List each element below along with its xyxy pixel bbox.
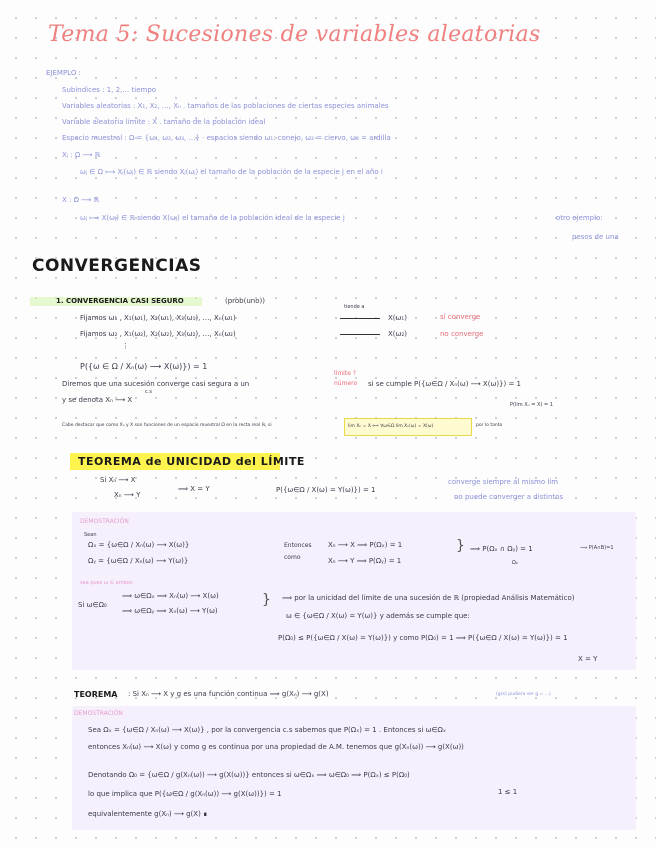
demo1-omega0: Ω₀ xyxy=(512,560,518,566)
convergencia-cs-label: 1. CONVERGENCIA CASI SEGURO xyxy=(56,297,184,305)
side-note-1: otro ejemplo: xyxy=(556,214,603,222)
demo1-ent-1: Xₙ ⟶ X ⟹ P(Ωₓ) = 1 xyxy=(328,541,403,549)
convergencia-cs-paren: (prob(uno)) xyxy=(225,297,265,305)
teorema2-label: TEOREMA xyxy=(74,690,118,699)
demo2-line-4: lo que implica que P({ω∈Ω / g(Xₙ(ω)) ⟶ g(X(ω))}) = 1 xyxy=(88,790,282,798)
demo1-small: ⟹ P(A∩B)=1 xyxy=(580,545,614,551)
cs-label: c.s xyxy=(145,389,152,395)
unicidad-note-2: no puede converger a distintos xyxy=(454,493,564,501)
row2-left: Fijamos ω₂ , X₁(ω₂), X₂(ω₂), X₃(ω₂), …, Xₙ(ω₂) xyxy=(80,330,236,338)
ejemplo-label: EJEMPLO : xyxy=(46,69,81,77)
demo1-prob-ineq: P(Ω₀) ≤ P({ω∈Ω / X(ω) = Y(ω)}) y como P(Ω₀) = 1 ⟹ P({ω∈Ω / X(ω) = Y(ω)}) = 1 xyxy=(278,634,568,642)
unicidad-implies: ⟹ X = Y xyxy=(178,485,210,493)
demo2-line-5: equivalentemente g(Xₙ) ⟶ g(X) ∎ xyxy=(88,810,208,818)
demo1-sean: Sean xyxy=(84,532,97,538)
row1-arrow-label: tiende a xyxy=(344,304,365,310)
demo2-label: DEMOSTRACIÓN xyxy=(74,710,123,717)
intro-line-3: Variable aleatoria límite : X . tamaño de la población ideal xyxy=(62,118,266,126)
demo1-omega-y: Ωᵧ = {ω∈Ω / Xₙ(ω) ⟶ Y(ω)} xyxy=(88,557,189,565)
destacar-end: por lo tanto xyxy=(476,423,503,428)
unicidad-prob: P({ω∈Ω / X(ω) = Y(ω)}) = 1 xyxy=(276,486,376,494)
destacar-box xyxy=(344,418,472,436)
intro-line-7: X : Ω ⟶ ℝ xyxy=(62,196,99,204)
demo1-omega-x: Ωₓ = {ω∈Ω / Xₙ(ω) ⟶ X(ω)} xyxy=(88,541,190,549)
section-heading-convergencias: CONVERGENCIAS xyxy=(32,256,202,276)
intro-line-1: Subíndices : 1, 2,… tiempo xyxy=(62,86,157,94)
row1-left: Fijamos ω₁ , X₁(ω₁), X₂(ω₁), X₃(ω₁), …, Xₙ(ω₁) xyxy=(80,314,236,322)
demo1-xcsy: X = Y xyxy=(578,655,598,663)
demo1-si: Si ω∈Ω₀ xyxy=(78,601,107,609)
demo2-line-3: Denotando Ω₀ = {ω∈Ω / g(Xₙ(ω)) ⟶ g(X(ω))} entonces si ω∈Ωₓ ⟹ ω∈Ω₀ ⟹ P(Ωₓ) ≤ P(Ω₀) xyxy=(88,771,410,779)
teorema2-side: (g(x) pudiera ser g = ...) xyxy=(496,692,551,697)
limite-note-2: número xyxy=(334,380,358,387)
demo1-line-b: ⟹ ω∈Ωᵧ ⟹ Xₙ(ω) ⟶ Y(ω) xyxy=(122,607,218,615)
demo1-label: DEMOSTRACIÓN xyxy=(80,518,129,525)
demo2-line-4-right: 1 ≤ 1 xyxy=(498,788,518,796)
demo1-entonces: Entonces xyxy=(284,542,312,549)
demo1-como: como xyxy=(284,554,301,561)
teorema2-text: : Si Xₙ ⟶ X y g es una función continua ⟹ g(Xₙ) ⟶ g(X) xyxy=(128,690,329,698)
destacar-text: Cabe destacar que como Xₙ y X son funciones de un espacio muestral Ω en la recta real ℝ, si xyxy=(62,423,272,428)
row2-note: no converge xyxy=(440,330,484,338)
row1-arrow xyxy=(340,318,380,319)
intro-line-5: Xⱼ : Ω ⟶ ℝ xyxy=(62,151,101,159)
demo2-line-2: entonces Xₙ(ω) ⟶ X(ω) y como g es continua por una propiedad de A.M. tenemos que g(Xₙ(ω)) ⟶ g(X(ω)) xyxy=(88,743,464,751)
side-note-2: pesos de una xyxy=(572,233,619,241)
diremos-text-b: si se cumple P({ω∈Ω / Xₙ(ω) ⟶ X(ω)}) = 1 xyxy=(368,380,522,388)
denota-text: y se denota Xₙ ⟶ X xyxy=(62,396,133,404)
vertical-dots: ⋮ xyxy=(122,342,129,350)
demo1-line-a: ⟹ ω∈Ωₓ ⟹ Xₙ(ω) ⟶ X(ω) xyxy=(122,592,219,600)
prob-equation: P({ω ∈ Ω / Xₙ(ω) ⟶ X(ω)}) = 1 xyxy=(80,362,208,371)
demo1-ent-2: Xₙ ⟶ Y ⟹ P(Ωᵧ) = 1 xyxy=(328,557,402,565)
row1-right: X(ω₁) xyxy=(388,314,407,322)
demo1-result: ⟹ P(Ωₓ ∩ Ωᵧ) = 1 xyxy=(470,545,533,553)
unicidad-si-2: Xₙ ⟶ Y xyxy=(114,491,141,499)
demo1-brace: } xyxy=(456,538,465,554)
intro-line-8: ωⱼ ⟼ X(ωⱼ) ∈ ℝ siendo X(ωⱼ) el tamaño de la población ideal de la especie j xyxy=(80,214,345,222)
demo1-note-pink: sea pues ω ∈ ambos xyxy=(80,580,133,586)
limite-note-1: límite ? xyxy=(334,370,356,377)
demo1-unicidad: ⟹ por la unicidad del límite de una sucesión de ℝ (propiedad Análisis Matemático) xyxy=(282,594,575,602)
unicidad-note-1: converge siempre al mismo lím xyxy=(448,478,559,486)
demo2-line-1: Sea Ωₓ = {ω∈Ω / Xₙ(ω) ⟶ X(ω)} , por la convergencia c.s sabemos que P(Ωₓ) = 1 . Entonces si ω∈Ωₓ xyxy=(88,726,446,734)
unicidad-si-1: Si Xₙ ⟶ X xyxy=(100,476,136,484)
intro-line-6: ωⱼ ∈ Ω ⟼ Xⱼ(ωⱼ) ∈ ℝ siendo Xⱼ(ωⱼ) el tamaño de la población de la especie j en el año i xyxy=(80,168,383,176)
intro-line-4: Espacio muestral : Ω = {ω₁, ω₂, ω₃, …} · espacios siendo ω₁: conejo, ω₂ = ciervo, ω₃ = ardilla xyxy=(62,134,391,142)
small-right-eq: P(lim Xₙ = X) = 1 xyxy=(510,402,553,408)
row2-right: X(ω₂) xyxy=(388,330,407,338)
demo1-brace-2: } xyxy=(262,592,271,608)
teorema-unicidad-heading: TEOREMA de UNICIDAD del LÍMITE xyxy=(78,455,305,468)
destacar-box-text: lim Xₙ = X ⟺ ∀ω∈Ω lim Xₙ(ω) = X(ω) xyxy=(348,424,434,429)
diremos-text: Diremos que una sucesión converge casi segura a un xyxy=(62,380,250,388)
demo1-omega-set: ω ∈ {ω∈Ω / X(ω) = Y(ω)} y además se cumple que: xyxy=(286,612,470,620)
page-title: Tema 5: Sucesiones de variables aleatorias xyxy=(48,22,541,47)
demo1-box xyxy=(72,512,636,670)
intro-line-2: Variables aleatorias : X₁, X₂, …, Xₙ . tamaños de las poblaciones de ciertas especies animales xyxy=(62,102,389,110)
row2-arrow xyxy=(340,334,380,335)
row1-note: sí converge xyxy=(440,313,481,321)
